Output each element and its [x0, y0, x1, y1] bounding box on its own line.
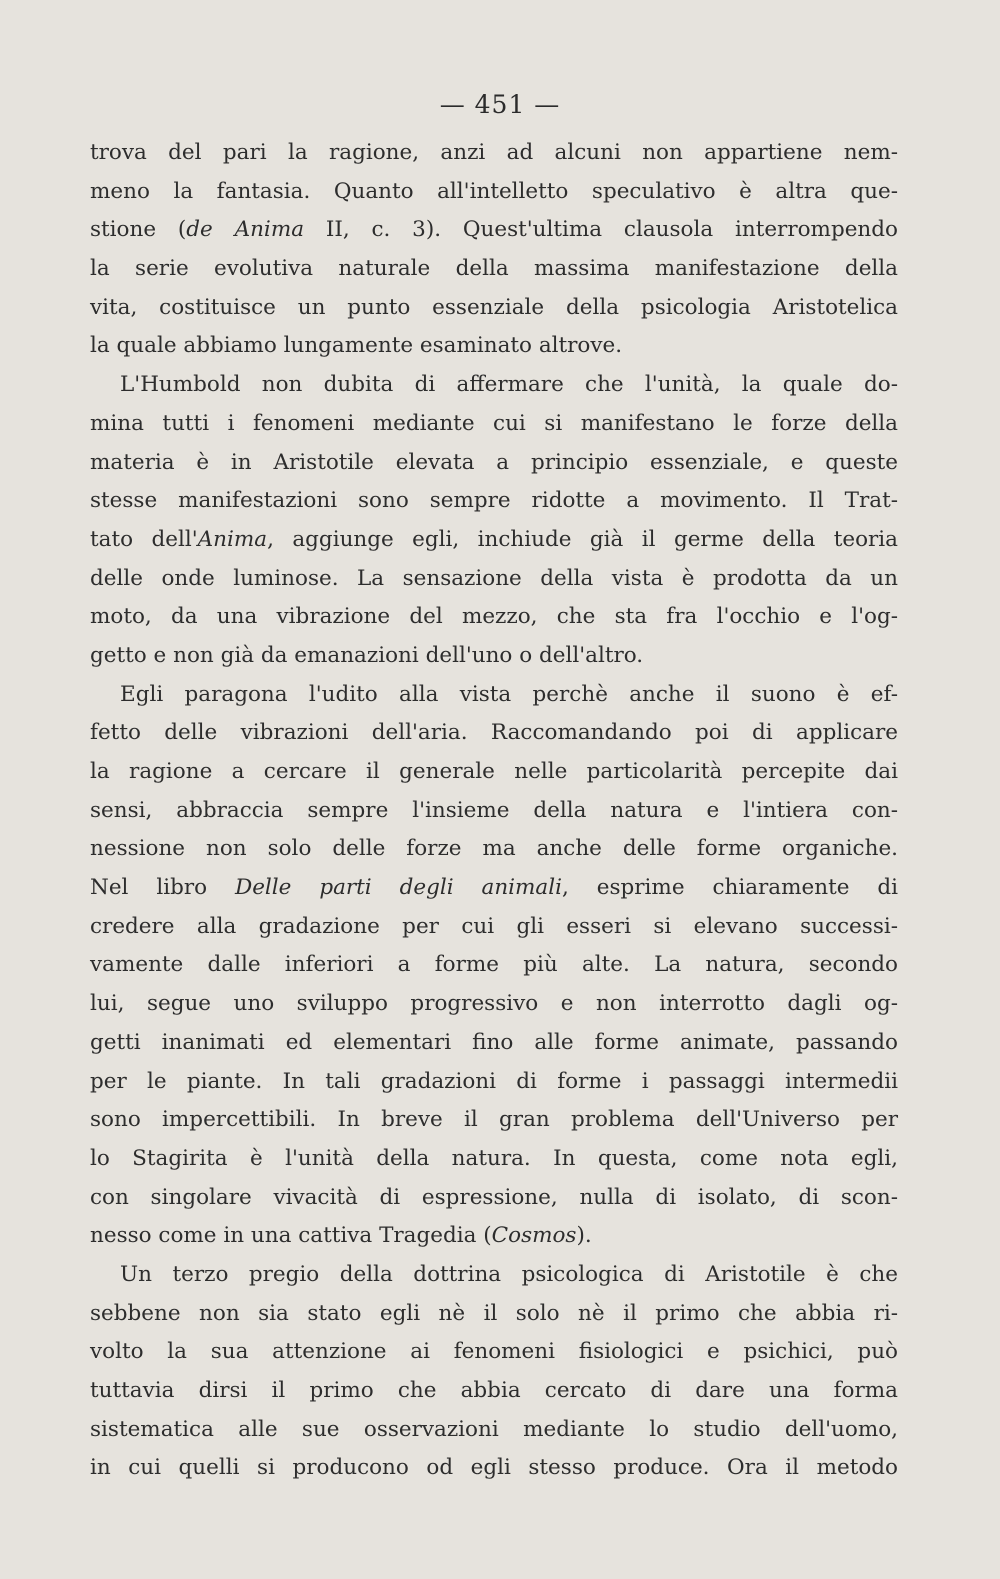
- text-line: [90, 1140, 898, 1179]
- text-segment: fetto delle vibrazioni dell'aria. Raccomandando poi di applicare: [90, 720, 898, 746]
- text-segment: , aggiunge egli, inchiude già il germe della teoria: [267, 526, 898, 552]
- text-segment: in cui quelli si producono od egli stesso produce. Ora il metodo: [90, 1455, 898, 1481]
- text-segment: delle onde luminose. La sensazione della vista è prodotta da un: [90, 565, 898, 591]
- text-line: [90, 908, 898, 947]
- text-line: [90, 869, 898, 908]
- text-line: [90, 134, 898, 173]
- italic-title: Delle parti degli animali: [234, 875, 563, 901]
- text-line: [90, 1372, 898, 1411]
- text-line: [90, 1217, 898, 1256]
- text-line: [90, 946, 898, 985]
- text-line: [90, 1101, 898, 1140]
- text-segment: lui, segue uno sviluppo progressivo e non interrotto dagli og-: [90, 991, 898, 1017]
- text-segment: vamente dalle inferiori a forme più alte. La natura, secondo: [90, 952, 898, 978]
- text-line: [90, 405, 898, 444]
- text-line: [90, 521, 898, 560]
- text-segment: sistematica alle sue osservazioni mediante lo studio dell'uomo,: [90, 1416, 898, 1442]
- text-segment: lo Stagirita è l'unità della natura. In questa, come nota egli,: [90, 1145, 898, 1171]
- text-segment: sensi, abbraccia sempre l'insieme della natura e l'intiera con-: [90, 797, 898, 823]
- text-line: [90, 1063, 898, 1102]
- text-line: [90, 1449, 898, 1488]
- text-segment: L'Humbold non dubita di affermare che l'unità, la quale do-: [120, 372, 898, 398]
- text-segment: stesse manifestazioni sono sempre ridotte a movimento. Il Trat-: [90, 488, 898, 514]
- text-line: [90, 676, 898, 715]
- text-segment: la quale abbiamo lungamente esaminato altrove.: [90, 333, 623, 359]
- text-segment: la ragione a cercare il generale nelle particolarità percepite dai: [90, 759, 898, 784]
- text-line: [90, 211, 898, 250]
- text-line: [90, 366, 898, 405]
- text-segment: , esprime chiaramente di: [562, 875, 898, 901]
- text-segment: getto e non già da emanazioni dell'uno o dell'altro.: [90, 642, 644, 668]
- text-segment: nesso come in una cattiva Tragedia (: [90, 1223, 492, 1249]
- text-line: [90, 1179, 898, 1218]
- text-segment: materia è in Aristotile elevata a principio essenziale, e queste: [90, 449, 898, 475]
- text-line: [90, 560, 898, 599]
- text-segment: con singolare vivacità di espressione, nulla di isolato, di scon-: [90, 1184, 898, 1210]
- text-segment: Nel libro: [90, 875, 235, 901]
- text-line: [90, 985, 898, 1024]
- text-segment: stione (: [90, 217, 187, 243]
- text-line: [90, 714, 898, 753]
- text-line: [90, 482, 898, 521]
- text-line: [90, 598, 898, 637]
- text-segment: volto la sua attenzione ai fenomeni fisiologici e psichici, può: [90, 1339, 898, 1365]
- text-segment: Un terzo pregio della dottrina psicologica di Aristotile è che: [120, 1261, 898, 1287]
- text-line: [90, 1333, 898, 1372]
- text-segment: nessione non solo delle forze ma anche delle forme organiche.: [90, 836, 898, 862]
- text-line: [90, 753, 898, 792]
- text-line: [90, 250, 898, 289]
- text-segment: tato dell': [90, 526, 198, 552]
- text-segment: per le piante. In tali gradazioni di forme i passaggi intermedii: [90, 1068, 898, 1094]
- text-line: [90, 327, 898, 366]
- text-segment: sebbene non sia stato egli nè il solo nè il primo che abbia ri-: [90, 1300, 898, 1326]
- text-segment: sono impercettibili. In breve il gran problema dell'Universo per: [90, 1107, 898, 1133]
- text-segment: getti inanimati ed elementari fino alle forme animate, passando: [90, 1029, 898, 1055]
- text-line: [90, 289, 898, 328]
- text-line: [90, 1256, 898, 1295]
- text-line: [90, 444, 898, 483]
- text-line: [90, 637, 898, 676]
- text-segment: vita, costituisce un punto essenziale della psicologia Aristotelica: [90, 294, 898, 320]
- page-body-text: [90, 134, 898, 1488]
- text-segment: ).: [576, 1223, 592, 1249]
- text-segment: tuttavia dirsi il primo che abbia cercato di dare una forma: [90, 1378, 898, 1403]
- italic-title: de Anima: [186, 217, 305, 243]
- text-line: [90, 792, 898, 831]
- text-segment: II, c. 3). Quest'ultima clausola interrompendo: [304, 217, 898, 243]
- text-line: [90, 1295, 898, 1334]
- italic-title: Anima: [197, 526, 268, 552]
- page-number: — 451 —: [439, 90, 561, 119]
- text-segment: credere alla gradazione per cui gli esseri si elevano successi-: [90, 913, 898, 939]
- text-segment: trova del pari la ragione, anzi ad alcuni non appartiene nem-: [90, 140, 898, 165]
- text-segment: moto, da una vibrazione del mezzo, che sta fra l'occhio e l'og-: [90, 604, 898, 630]
- text-segment: meno la fantasia. Quanto all'intelletto speculativo è altra que-: [90, 178, 898, 204]
- text-segment: la serie evolutiva naturale della massima manifestazione della: [90, 256, 898, 282]
- text-line: [90, 1411, 898, 1450]
- text-line: [90, 830, 898, 869]
- italic-title: Cosmos: [491, 1223, 577, 1249]
- text-line: [90, 1024, 898, 1063]
- text-segment: mina tutti i fenomeni mediante cui si manifestano le forze della: [90, 410, 898, 436]
- text-segment: Egli paragona l'udito alla vista perchè anche il suono è ef-: [120, 681, 898, 707]
- text-line: [90, 173, 898, 212]
